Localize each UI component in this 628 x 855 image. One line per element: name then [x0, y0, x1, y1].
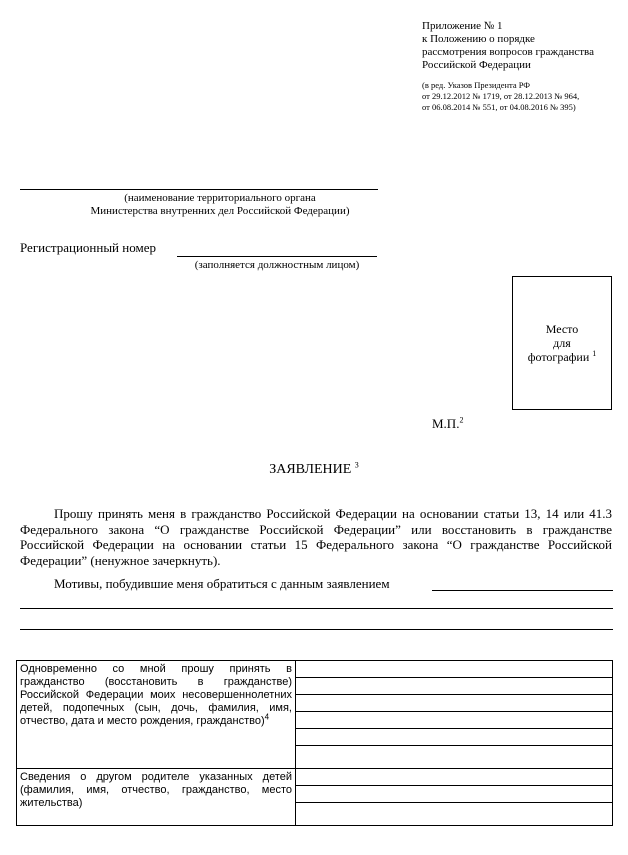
document-title	[0, 462, 628, 478]
footnote-ref: 2	[459, 415, 464, 425]
children-label-text: Одновременно со мной прошу принять в гражданство (восстановить в гражданстве) Российской Федерации моих несовершеннолетних детей, подопечных (сын, дочь, фамилия, имя, отчество, дата и место рождения, гражданство)	[20, 663, 292, 727]
children-label	[17, 661, 296, 769]
stamp-place	[432, 416, 463, 432]
title-text: ЗАЯВЛЕНИЕ	[269, 462, 352, 477]
other-parent-field[interactable]	[296, 769, 613, 786]
other-parent-field[interactable]	[296, 803, 613, 826]
registration-label: Регистрационный номер	[20, 240, 156, 255]
edition-note-line: (в ред. Указов Президента РФ	[422, 80, 531, 90]
children-entry-field[interactable]	[296, 661, 613, 678]
photo-label-line: Место	[545, 322, 579, 336]
children-entry-field[interactable]	[296, 746, 613, 769]
motives-field-line[interactable]	[20, 608, 613, 609]
appendix-line: к Положению о порядке	[422, 33, 535, 45]
appendix-header	[422, 20, 594, 113]
edition-note-line: от 06.08.2014 № 551, от 04.08.2016 № 395)	[422, 102, 576, 112]
appendix-line: рассмотрения вопросов гражданства	[422, 46, 594, 58]
authority-caption-line: Министерства внутренних дел Российской Федерации)	[90, 205, 350, 217]
photo-box	[512, 276, 612, 410]
stamp-label: М.П.	[432, 416, 460, 431]
photo-label-line: для	[553, 336, 571, 350]
motives-label: Мотивы, побудившие меня обратиться с данным заявлением	[54, 576, 390, 591]
appendix-title: Приложение № 1	[422, 20, 503, 32]
footnote-ref: 4	[264, 712, 270, 722]
registration-caption: (заполняется должностным лицом)	[194, 259, 360, 271]
request-paragraph	[20, 506, 612, 568]
authority-caption	[20, 192, 420, 218]
other-parent-field[interactable]	[296, 786, 613, 803]
request-text: Прошу принять меня в гражданство Российской Федерации на основании статьи 13, 14 или 41.3 Федерального закона “О гражданстве Российской Федерации” или восстановить в гражданстве Российской Федерации на основании статьи 15 Федерального закона “О гражданстве Российской Федерации” (ненужное зачеркнуть).	[20, 506, 612, 568]
children-entry-field[interactable]	[296, 695, 613, 712]
other-parent-label: Сведения о другом родителе указанных детей (фамилия, имя, отчество, гражданство, место жительства)	[17, 769, 296, 826]
registration-number-field[interactable]	[177, 256, 377, 257]
motives-field-line[interactable]	[20, 629, 613, 630]
photo-label-line: фотографии	[527, 350, 590, 364]
children-table	[16, 660, 613, 826]
children-entry-field[interactable]	[296, 678, 613, 695]
footnote-ref: 3	[354, 460, 359, 470]
edition-note	[422, 80, 594, 113]
motives-field[interactable]	[432, 590, 613, 591]
appendix-line: Российской Федерации	[422, 59, 531, 71]
authority-caption-line: (наименование территориального органа	[124, 192, 316, 204]
children-entry-field[interactable]	[296, 712, 613, 729]
footnote-ref: 1	[592, 349, 597, 358]
authority-field[interactable]	[20, 189, 378, 190]
edition-note-line: от 29.12.2012 № 1719, от 28.12.2013 № 964,	[422, 91, 580, 101]
children-entry-field[interactable]	[296, 729, 613, 746]
